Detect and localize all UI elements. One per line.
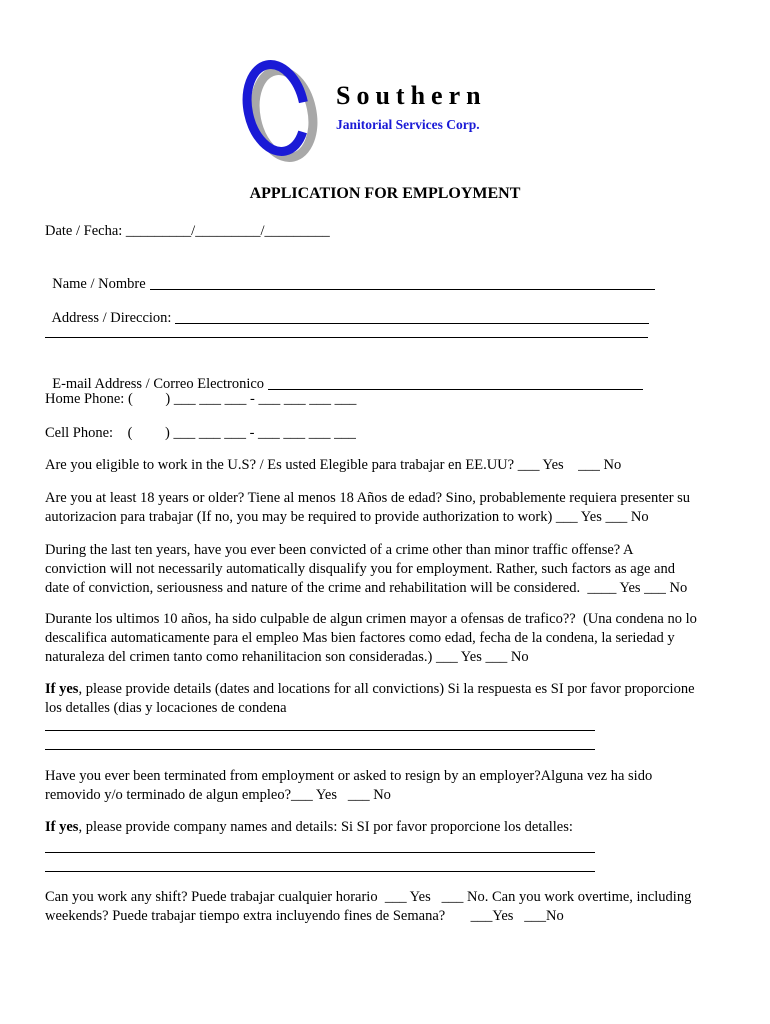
ring-logo-icon — [236, 58, 346, 162]
logo-wordmark: Southern — [336, 81, 487, 110]
logo-subtitle: Janitorial Services Corp. — [336, 117, 480, 132]
shift-question-line1: Can you work any shift? Puede trabajar cualquier horario ___ Yes ___ No. Can you work overtime, including — [45, 889, 692, 905]
email-label: E-mail Address / Correo Electronico — [52, 376, 265, 392]
address-label: Address / Direccion: — [51, 310, 172, 326]
terminated-question-line1: Have you ever been terminated from employment or asked to resign by an employer?Alguna vez ha sido — [45, 768, 653, 784]
age-question-line2: autorizacion para trabajar (If no, you may be required to provide authorization to work) ___ Yes ___ No — [45, 509, 649, 525]
address-blank-line2[interactable] — [45, 337, 648, 338]
termination-details-blank-1[interactable] — [45, 852, 595, 853]
page-title: APPLICATION FOR EMPLOYMENT — [249, 185, 521, 202]
cell-phone-field[interactable]: Cell Phone: ( ) ___ ___ ___ - ___ ___ ___ ___ — [45, 425, 356, 441]
crimen-question-line2: descalifica automaticamente para el empleo Mas bien factores como edad, fecha de la condena, la seriedad y — [45, 630, 675, 646]
conviction-details-blank-1[interactable] — [45, 730, 595, 731]
conviction-details-line2: los detalles (dias y locaciones de condena — [45, 700, 287, 716]
if-yes-label: If yes — [45, 681, 79, 697]
home-phone-field[interactable]: Home Phone: ( ) ___ ___ ___ - ___ ___ ___ ___ — [45, 391, 357, 407]
email-blank[interactable] — [268, 375, 643, 390]
conviction-details-line1: , please provide details (dates and locations for all convictions) Si la respuesta es SI por favor proporcione — [78, 681, 695, 697]
age-question-line1: Are you at least 18 years or older? Tiene al menos 18 Años de edad? Sino, probablemente requiera presenter su — [45, 490, 691, 506]
shift-question[interactable] — [45, 888, 735, 926]
address-field[interactable] — [45, 290, 649, 328]
shift-question-line2: weekends? Puede trabajar tiempo extra incluyendo fines de Semana? ___Yes ___No — [45, 908, 564, 924]
terminated-question-line2: removido y/o terminado de algun empleo?___ Yes ___ No — [45, 787, 391, 803]
address-blank[interactable] — [175, 309, 649, 324]
age-question[interactable] — [45, 489, 735, 527]
eligible-question[interactable]: Are you eligible to work in the U.S? / Es usted Elegible para trabajar en EE.UU? ___ Yes ___ No — [45, 457, 622, 473]
conviction-details-blank-2[interactable] — [45, 749, 595, 750]
crimen-question-line3: naturaleza del crimen tanto como rehanilitacion son consideradas.) ___ Yes ___ No — [45, 649, 529, 665]
email-field[interactable] — [45, 356, 643, 394]
crime-question-line1: During the last ten years, have you ever been convicted of a crime other than minor traffic offense? A — [45, 542, 634, 558]
name-blank[interactable] — [150, 275, 655, 290]
date-field[interactable]: Date / Fecha: _________/_________/_________ — [45, 223, 330, 239]
crimen-question[interactable] — [45, 610, 735, 667]
if-yes-label-2: If yes — [45, 819, 79, 835]
crime-question[interactable] — [45, 541, 735, 598]
company-logo — [236, 58, 546, 162]
termination-details-prompt — [45, 818, 735, 837]
termination-details-line1: , please provide company names and details: Si SI por favor proporcione los detalles: — [78, 819, 573, 835]
name-label: Name / Nombre — [52, 276, 146, 292]
crimen-question-line1: Durante los ultimos 10 años, ha sido culpable de algun crimen mayor a ofensas de trafico?? (Una condena no lo — [45, 611, 697, 627]
crime-question-line3: date of conviction, seriousness and nature of the crime and rehabilitation will be considered. ____ Yes ___ No — [45, 580, 688, 596]
termination-details-blank-2[interactable] — [45, 871, 595, 872]
crime-question-line2: conviction will not necessarily automatically disqualify you for employment. Rather, such factors as age and — [45, 561, 675, 577]
conviction-details-prompt — [45, 680, 735, 718]
name-field[interactable] — [45, 256, 655, 294]
terminated-question[interactable] — [45, 767, 735, 805]
